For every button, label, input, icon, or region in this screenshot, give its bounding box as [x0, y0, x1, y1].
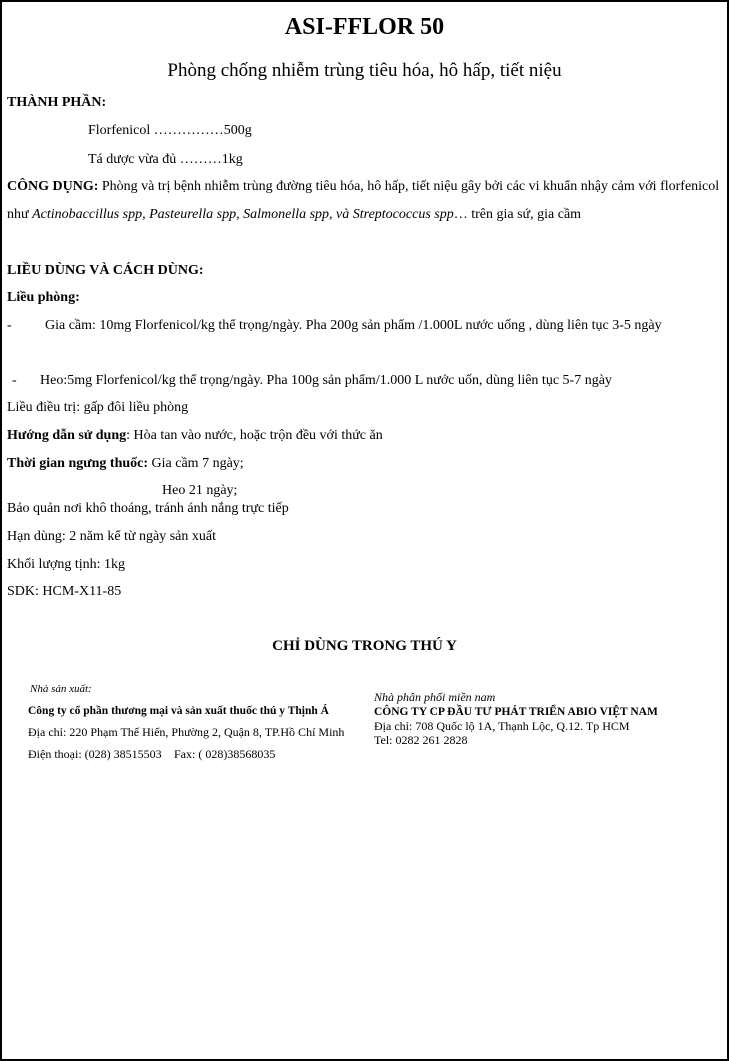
withdrawal-poultry: Gia cầm 7 ngày; — [148, 456, 244, 471]
withdrawal-label: Thời gian ngưng thuốc: — [7, 456, 149, 471]
usage-species: Actinobaccillus spp, Pasteurella spp, Salmonella spp, và Streptococcus spp — [32, 207, 454, 222]
composition-florfenicol: Florfenicol ……………500g — [88, 123, 252, 138]
distributor-address: Địa chỉ: 708 Quốc lộ 1A, Thạnh Lộc, Q.12. Tp HCM — [374, 719, 630, 733]
distributor-label: Nhà phân phối miền nam — [374, 690, 496, 704]
expiry-info: Hạn dùng: 2 năm kể từ ngày sản xuất — [7, 529, 216, 544]
usage-heading: CÔNG DỤNG: — [7, 179, 99, 194]
distributor-phone: Tel: 0282 261 2828 — [374, 733, 468, 747]
instructions-text: : Hòa tan vào nước, hoặc trộn đều với thức ăn — [126, 428, 383, 443]
manufacturer-label: Nhà sản xuất: — [30, 683, 92, 695]
composition-excipient: Tá dược vừa đủ ………1kg — [88, 152, 243, 167]
registration-number: SDK: HCM-X11-85 — [7, 584, 122, 599]
composition-heading: THÀNH PHẦN: — [7, 95, 107, 110]
usage-paragraph — [7, 173, 724, 229]
instructions-label: Hướng dẫn sử dụng — [7, 428, 127, 443]
distributor-name: CÔNG TY CP ĐẦU TƯ PHÁT TRIỂN ABIO VIỆT NAM — [374, 706, 658, 718]
instructions-line — [7, 428, 383, 444]
withdrawal-pig: Heo 21 ngày; — [162, 483, 238, 498]
pig-dosage: Heo:5mg Florfenicol/kg thể trọng/ngày. Pha 100g sản phẩm/1.000 L nước uốn, dùng liên tục 5-7 ngày — [40, 373, 612, 388]
treatment-dosage: Liều điều trị: gấp đôi liều phòng — [7, 400, 189, 415]
net-weight: Khối lượng tịnh: 1kg — [7, 557, 126, 572]
usage-text-1: Phòng và trị bệnh nhiễm trùng đường tiêu hóa, hô hấp, tiết niệu gây bởi các vi khuẩn nhậy cảm với florfenicol như — [7, 179, 720, 222]
pig-dash: - — [12, 373, 17, 388]
prevention-heading: Liều phòng: — [7, 290, 80, 305]
usage-text-2: … trên gia sứ, gia cầm — [453, 207, 582, 222]
dosage-heading: LIỀU DÙNG VÀ CÁCH DÙNG: — [7, 263, 204, 278]
withdrawal-line — [7, 456, 244, 472]
poultry-dash: - — [7, 318, 12, 333]
manufacturer-fax: Fax: ( 028)38568035 — [174, 747, 276, 761]
poultry-dosage: Gia cầm: 10mg Florfenicol/kg thể trọng/ngày. Pha 200g sản phẩm /1.000L nước uống , dùng liên tục 3-5 ngày — [45, 318, 662, 333]
product-title: ASI-FFLOR 50 — [284, 14, 445, 40]
vet-only-notice: CHỈ DÙNG TRONG THÚ Y — [272, 638, 457, 654]
storage-info: Bảo quản nơi khô thoáng, tránh ánh nắng trực tiếp — [7, 501, 289, 516]
manufacturer-phone: Điện thoại: (028) 38515503 — [28, 747, 162, 761]
manufacturer-address: Địa chỉ: 220 Phạm Thế Hiển, Phường 2, Quận 8, TP.Hồ Chí Minh — [28, 725, 345, 739]
product-subtitle: Phòng chống nhiễm trùng tiêu hóa, hô hấp, tiết niệu — [167, 60, 562, 81]
manufacturer-name: Công ty cổ phần thương mại và sản xuất thuốc thú y Thịnh Á — [28, 705, 329, 717]
